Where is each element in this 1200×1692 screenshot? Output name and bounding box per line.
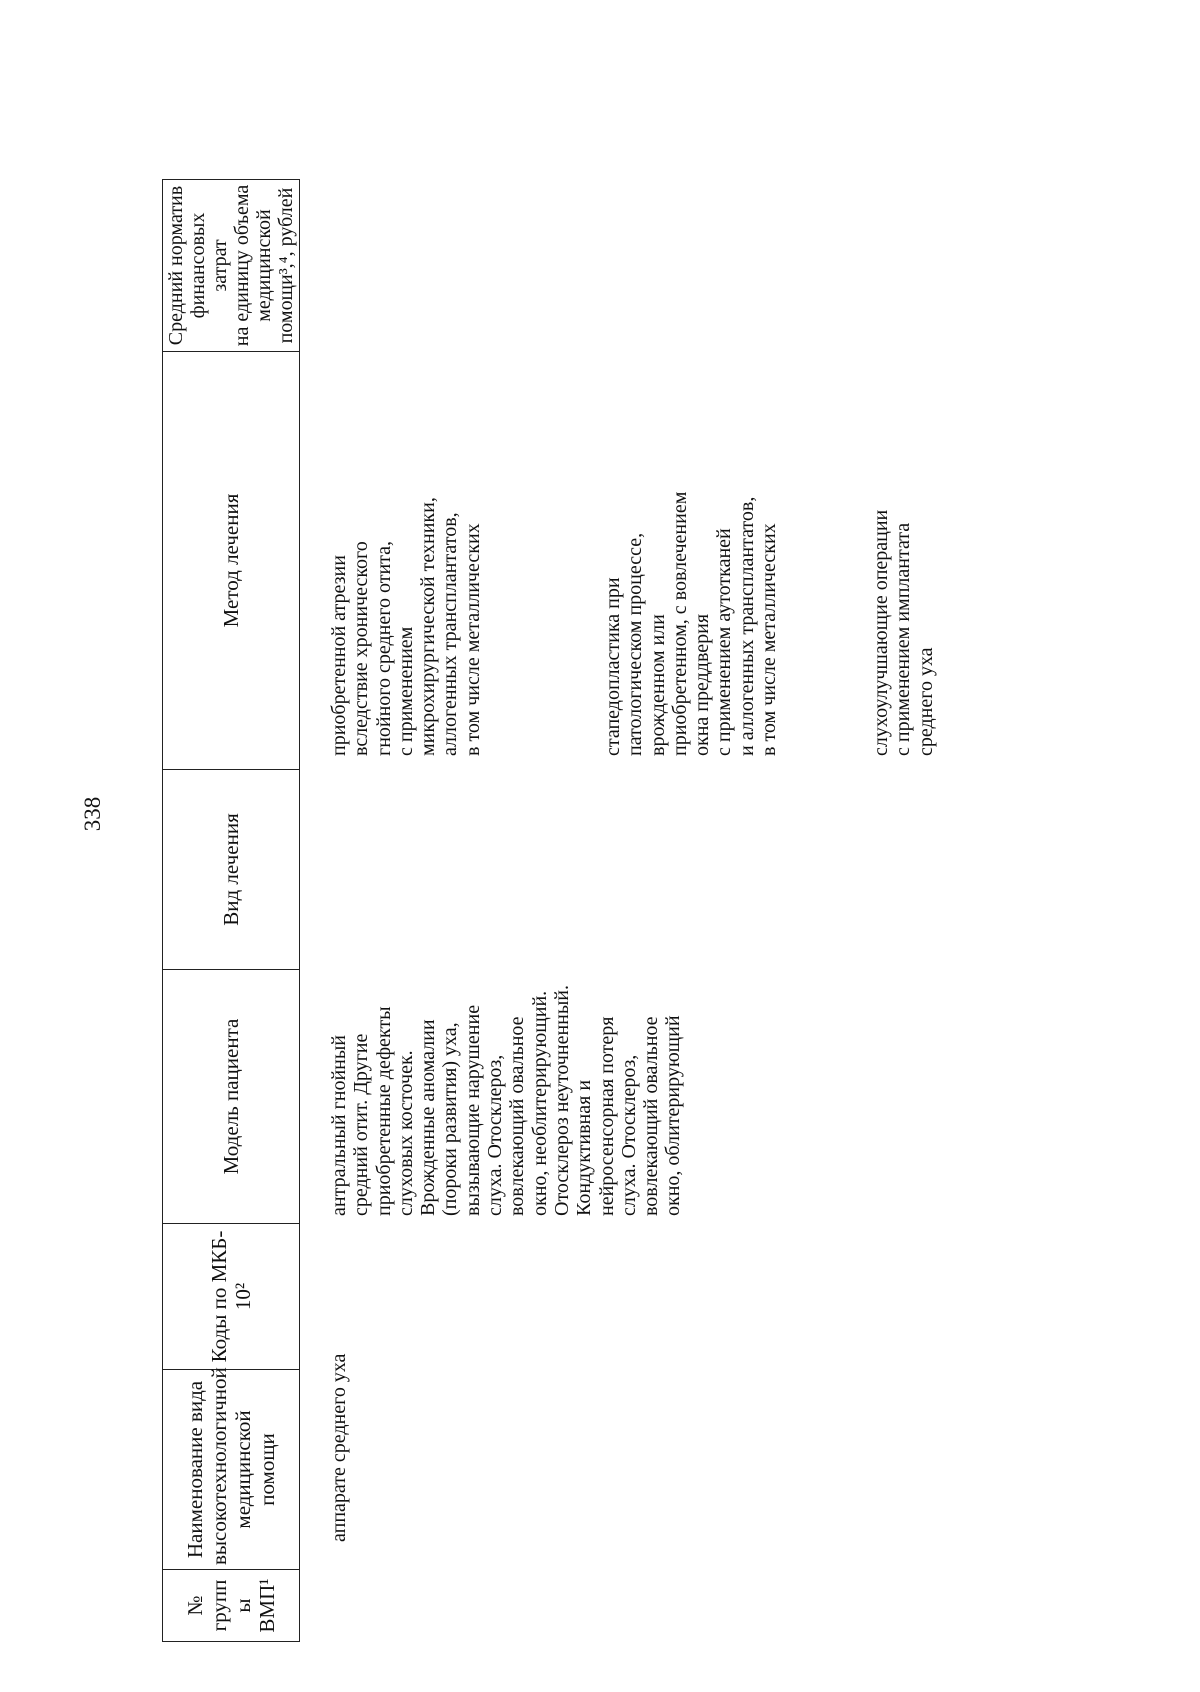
header-patient-model: Модель пациента (163, 970, 300, 1224)
cell-method-1: приобретенной атрезии вследствие хронического гнойного среднего отита, с применением микрохирургической техники, аллогенных трансплантатов, в том числе металлических (328, 497, 484, 756)
header-treatment-type: Вид лечения (163, 770, 300, 970)
header-icd-codes: Коды по МКБ- 10² (163, 1224, 300, 1370)
cell-patient-model: антральный гнойный средний отит. Другие приобретенные дефекты слуховых косточек. Врожденные аномалии (пороки развития) уха, вызывающие нарушение слуха. Отосклероз, вовлекающий овальное окно, необлитерирующий. Отосклероз неуточненный. Кондуктивная и нейросенсорная потеря слуха. Отосклероз, вовлекающий овальное окно, облитерирующий (328, 985, 685, 1216)
header-name: Наименование вида высокотехнологичной медицинской помощи (163, 1370, 300, 1570)
rotated-page (80, 180, 1120, 1642)
page-number: 338 (80, 796, 105, 832)
table-header (162, 179, 300, 1642)
cell-vmp-name: аппарате среднего уха (328, 1353, 350, 1542)
cell-method-3: слухоулучшающие операции с применением имплантата среднего уха (870, 509, 937, 756)
header-cost-standard: Средний норматив финансовых затрат на единицу объема медицинской помощи³,⁴, рублей (163, 180, 300, 352)
header-row (163, 180, 300, 1642)
cell-method-2: стапедопластика при патологическом процессе, врожденном или приобретенном, с вовлечением окна преддверия с применением аутотканей и аллогенных трансплантатов, в том числе металлических (602, 491, 781, 756)
header-group-number: № групп ы ВМП¹ (163, 1570, 300, 1642)
header-treatment-method: Метод лечения (163, 352, 300, 770)
